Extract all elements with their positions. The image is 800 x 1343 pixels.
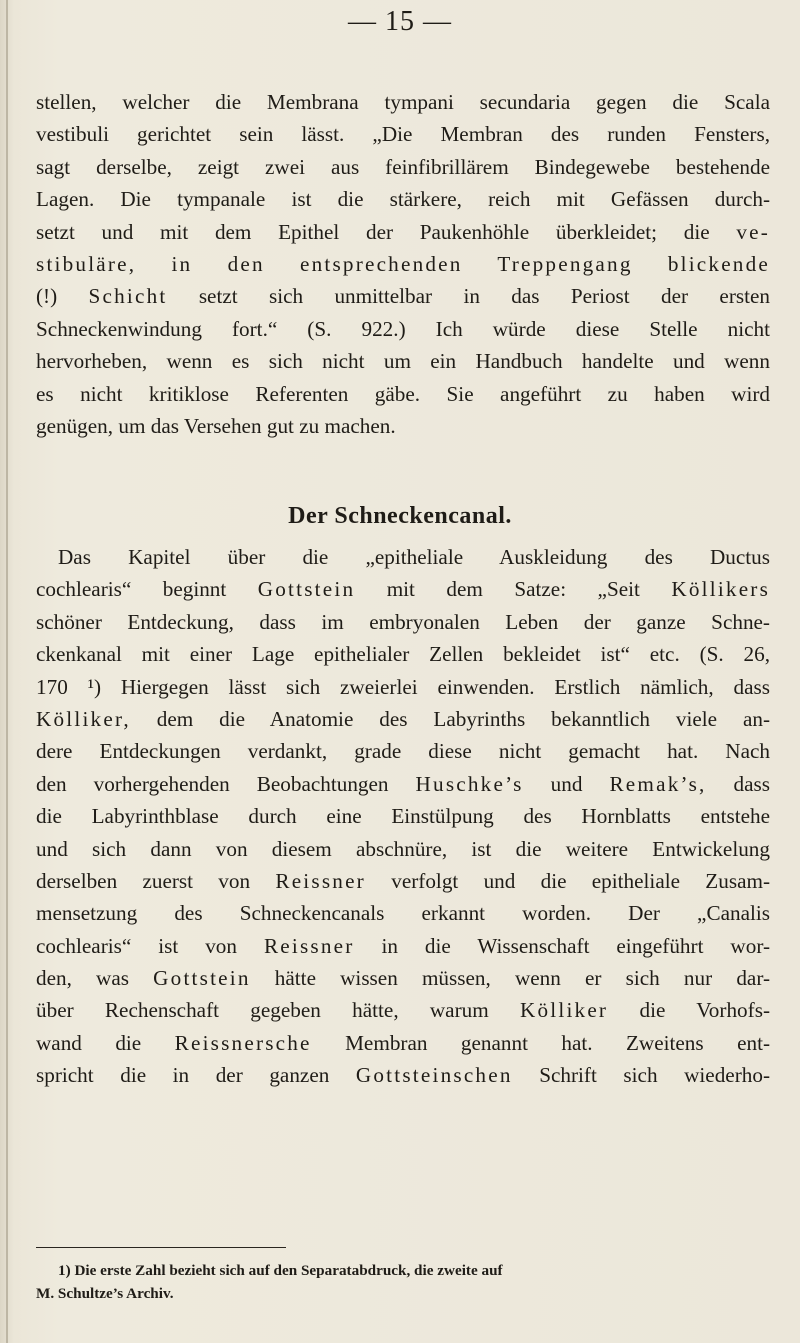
author-name: Huschke’s: [415, 771, 524, 796]
section-heading: Der Schneckencanal.: [288, 503, 512, 529]
spaced-text: ve-: [736, 219, 771, 244]
text-span: den, was: [36, 966, 129, 991]
text-span: über Rechenschaft gegeben hätte, warum: [36, 998, 489, 1023]
binding-edge: [6, 0, 8, 1343]
paragraph-membrana: [36, 86, 770, 442]
text-line: es nicht kritiklose Referenten gäbe. Sie angeführt zu haben wird: [36, 381, 770, 406]
author-name: Reissnersche: [174, 1030, 312, 1055]
text-span: die Vorhofs-: [639, 998, 770, 1023]
text-span: cochlearis“ beginnt: [36, 577, 227, 602]
text-span: hätte wissen müssen, wenn er sich nur dar-: [274, 966, 770, 991]
text-line: 170 ¹) Hiergegen lässt sich zweierlei einwenden. Erstlich nämlich, dass: [36, 674, 770, 699]
text-span: spricht die in der ganzen: [36, 1063, 330, 1088]
text-span: verfolgt und die epitheliale Zusam-: [391, 868, 771, 893]
text-line: [36, 1059, 770, 1091]
text-line: [36, 280, 770, 312]
text-line: [36, 865, 770, 897]
text-line: genügen, um das Versehen gut zu machen.: [36, 413, 396, 438]
footnote-line: M. Schultze’s Archiv.: [36, 1285, 174, 1302]
author-name: Kölliker: [519, 998, 609, 1023]
text-span: cochlearis“ ist von: [36, 933, 237, 958]
text-line: hervorheben, wenn es sich nicht um ein Handbuch handelte und wenn: [36, 349, 770, 374]
text-line: [36, 573, 770, 605]
text-line: sagt derselbe, zeigt zwei aus feinfibrillärem Bindegewebe bestehende: [36, 154, 770, 179]
text-span: dass: [733, 771, 771, 796]
author-name: Gottstein: [153, 966, 251, 991]
text-span: mit dem Satze: „Seit: [386, 577, 640, 602]
text-span: derselben zuerst von: [36, 868, 251, 893]
footnote: [36, 1259, 770, 1305]
spaced-text: Schicht: [88, 284, 168, 309]
text-span: Schrift sich wiederho-: [539, 1063, 770, 1088]
footnote-line: 1) Die erste Zahl bezieht sich auf den Separatabdruck, die zweite auf: [58, 1262, 503, 1279]
author-name: Kölliker,: [36, 706, 131, 731]
page-number: — 15 —: [348, 6, 452, 37]
text-line: [36, 768, 770, 800]
text-line: [36, 216, 770, 248]
text-span: setzt sich unmittelbar in das Periost der ersten: [198, 284, 771, 309]
text-line: dere Entdeckungen verdankt, grade diese nicht gemacht hat. Nach: [36, 739, 770, 764]
paragraph-schneckencanal: [36, 541, 770, 1092]
text-line: schöner Entdeckung, dass im embryonalen Leben der ganze Schne-: [36, 609, 770, 634]
text-line: vestibuli gerichtet sein lässt. „Die Membran des runden Fensters,: [36, 122, 770, 147]
author-name: Gottsteinschen: [355, 1063, 513, 1088]
text-line-spaced: stibuläre, in den entsprechenden Treppengang blickende: [36, 251, 770, 276]
author-name: Remak’s,: [609, 771, 707, 796]
author-name: Gottstein: [257, 577, 356, 602]
text-line: die Labyrinthblase durch eine Einstülpung des Hornblatts entstehe: [36, 804, 770, 829]
text-span: wand die: [36, 1030, 142, 1055]
text-line: [36, 703, 770, 735]
text-line: ckenkanal mit einer Lage epithelialer Zellen bekleidet ist“ etc. (S. 26,: [36, 642, 770, 667]
text-line: stellen, welcher die Membrana tympani secundaria gegen die Scala: [36, 90, 770, 114]
text-span: dem die Anatomie des Labyrinths bekanntlich viele an-: [156, 706, 771, 731]
text-span: (!): [36, 284, 58, 309]
text-line: [36, 930, 770, 962]
text-line: [36, 962, 770, 994]
text-line: Das Kapitel über die „epitheliale Auskleidung des Ductus: [58, 545, 770, 569]
text-line: und sich dann von diesem abschnüre, ist die weitere Entwickelung: [36, 836, 770, 861]
text-span: den vorhergehenden Beobachtungen: [36, 771, 389, 796]
author-name: Köllikers: [671, 577, 771, 602]
text-span: in die Wissenschaft eingeführt wor-: [381, 933, 771, 958]
text-line: Lagen. Die tympanale ist die stärkere, reich mit Gefässen durch-: [36, 187, 770, 212]
text-span: setzt und mit dem Epithel der Paukenhöhle überkleidet; die: [36, 219, 710, 244]
text-line: Schneckenwindung fort.“ (S. 922.) Ich würde diese Stelle nicht: [36, 316, 770, 341]
text-line: [36, 1027, 770, 1059]
text-span: Membran genannt hat. Zweitens ent-: [345, 1030, 771, 1055]
text-line: [36, 994, 770, 1026]
author-name: Reissner: [263, 933, 355, 958]
footnote-divider: [36, 1247, 286, 1248]
author-name: Reissner: [275, 868, 366, 893]
text-line: mensetzung des Schneckencanals erkannt worden. Der „Canalis: [36, 901, 770, 926]
text-span: und: [550, 771, 583, 796]
